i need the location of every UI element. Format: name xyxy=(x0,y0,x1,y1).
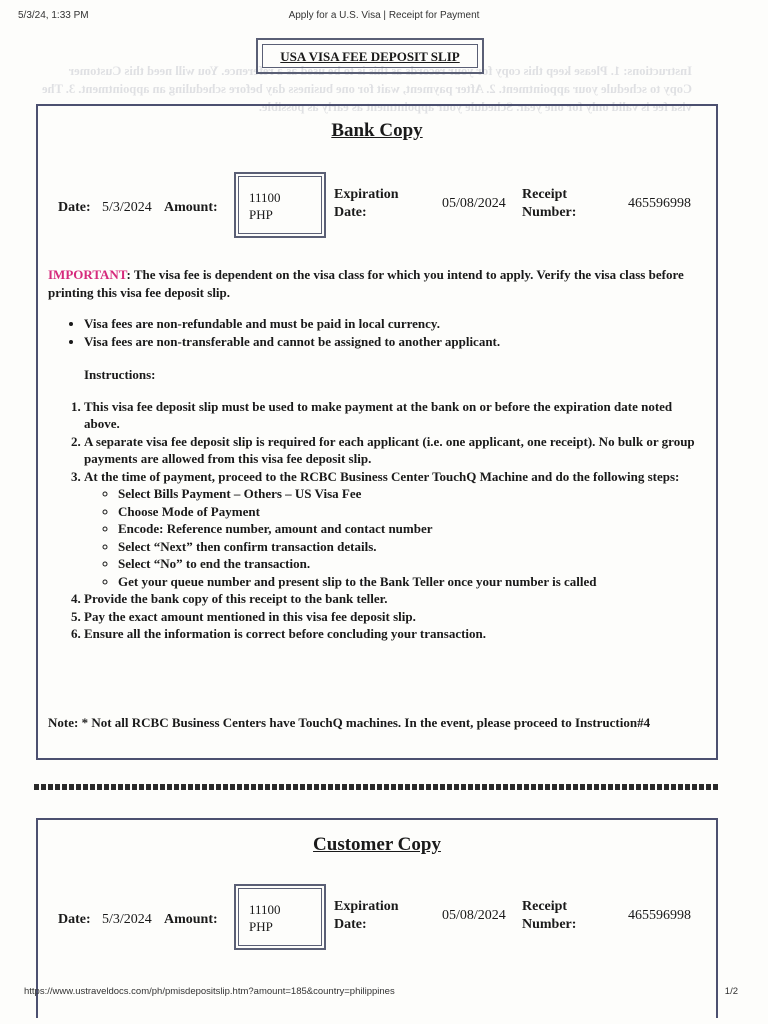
receipt-number: 465596998 xyxy=(628,196,691,211)
instructions-heading: Instructions: xyxy=(84,367,156,382)
expiration-date: 05/08/2024 xyxy=(442,196,506,211)
list-item: • Visa fees are non-transferable and cannot be assigned to another applicant. xyxy=(84,333,702,351)
touchq-substeps xyxy=(84,485,702,590)
amount-currency: PHP xyxy=(249,919,273,934)
list-item: 1. This visa fee deposit slip must be used to make payment at the bank on or before the expiration date noted above. xyxy=(84,398,702,433)
list-item: ◦ Select “Next” then confirm transaction details. xyxy=(118,538,702,556)
bank-copy-details-row xyxy=(38,172,716,242)
list-item: 3. At the time of payment, proceed to the RCBC Business Center TouchQ Machine and do the following steps: ◦ Select Bills Payment – Others – US Visa Fee ◦ Choose Mode of Payment ◦ Encode: Reference number, amount and contact number ◦ Select “Next” then confirm transaction details. ◦ Select “No” to end the transaction. ◦ Get your queue number and present slip to the Bank Teller once your number is called xyxy=(84,468,702,591)
list-item: 6. Ensure all the information is correct before concluding your transaction. xyxy=(84,625,702,643)
print-datetime: 5/3/24, 1:33 PM xyxy=(18,10,89,21)
touchq-note: Note: * Not all RCBC Business Centers have TouchQ machines. In the event, please proceed to Instruction#4 xyxy=(48,715,651,730)
amount-value: 11100 xyxy=(249,190,281,205)
important-word: IMPORTANT xyxy=(48,267,127,282)
list-item: ◦ Encode: Reference number, amount and contact number xyxy=(118,520,702,538)
list-item: 2. A separate visa fee deposit slip is required for each applicant (i.e. one applicant, one receipt). No bulk or group payments are allowed from this visa fee deposit slip. xyxy=(84,433,702,468)
print-url: https://www.ustraveldocs.com/ph/pmisdepositslip.htm?amount=185&country=philippines xyxy=(24,986,395,997)
bank-copy-heading: Bank Copy xyxy=(331,120,423,141)
slip-title: USA VISA FEE DEPOSIT SLIP xyxy=(262,44,478,68)
cut-line xyxy=(34,784,720,790)
print-page-title: Apply for a U.S. Visa | Receipt for Payment xyxy=(288,10,480,21)
date-value: 5/3/2024 xyxy=(102,912,152,927)
fee-policy-list xyxy=(48,315,702,350)
amount-label: Amount: xyxy=(164,200,218,215)
expiration-label: Expiration Date: xyxy=(334,187,399,220)
amount-box xyxy=(234,172,326,238)
amount-box xyxy=(234,884,326,950)
important-notice xyxy=(48,266,702,301)
receipt-label: Receipt Number: xyxy=(522,899,577,932)
list-item: 4. Provide the bank copy of this receipt to the bank teller. xyxy=(84,590,702,608)
receipt-label: Receipt Number: xyxy=(522,187,577,220)
instruction-steps xyxy=(48,398,702,643)
date-label: Date: xyxy=(58,200,91,215)
list-item: 5. Pay the exact amount mentioned in this visa fee deposit slip. xyxy=(84,608,702,626)
customer-copy-details-row xyxy=(38,884,716,954)
important-text: : The visa fee is dependent on the visa class for which you intend to apply. Verify the visa class before printing this visa fee deposit slip. xyxy=(48,267,684,300)
amount-currency: PHP xyxy=(249,207,273,222)
list-item: ◦ Get your queue number and present slip to the Bank Teller once your number is called xyxy=(118,573,702,591)
bank-copy-body xyxy=(48,266,702,643)
print-footer xyxy=(24,986,738,1000)
date-label: Date: xyxy=(58,912,91,927)
print-header xyxy=(18,10,750,24)
amount-label: Amount: xyxy=(164,912,218,927)
list-item: ◦ Choose Mode of Payment xyxy=(118,503,702,521)
receipt-number: 465596998 xyxy=(628,908,691,923)
date-value: 5/3/2024 xyxy=(102,200,152,215)
list-item: ◦ Select “No” to end the transaction. xyxy=(118,555,702,573)
page-number: 1/2 xyxy=(724,986,738,997)
expiration-label: Expiration Date: xyxy=(334,899,399,932)
expiration-date: 05/08/2024 xyxy=(442,908,506,923)
list-item: • Visa fees are non-refundable and must be paid in local currency. xyxy=(84,315,702,333)
amount-value: 11100 xyxy=(249,902,281,917)
slip-title-box xyxy=(256,38,484,74)
bank-copy-panel xyxy=(36,104,718,760)
customer-copy-heading: Customer Copy xyxy=(313,834,441,855)
list-item: ◦ Select Bills Payment – Others – US Visa Fee xyxy=(118,485,702,503)
bleed-through-text: Instructions: 1. Please keep this copy for your records as this is to be used as a reference. You will need this Customer Copy to schedule your appointment. 2. After payment, wait for one business day before scheduling an appointment. 3. The visa fee is valid only for one year. Schedule your appointment as early as possible. xyxy=(42,64,692,114)
